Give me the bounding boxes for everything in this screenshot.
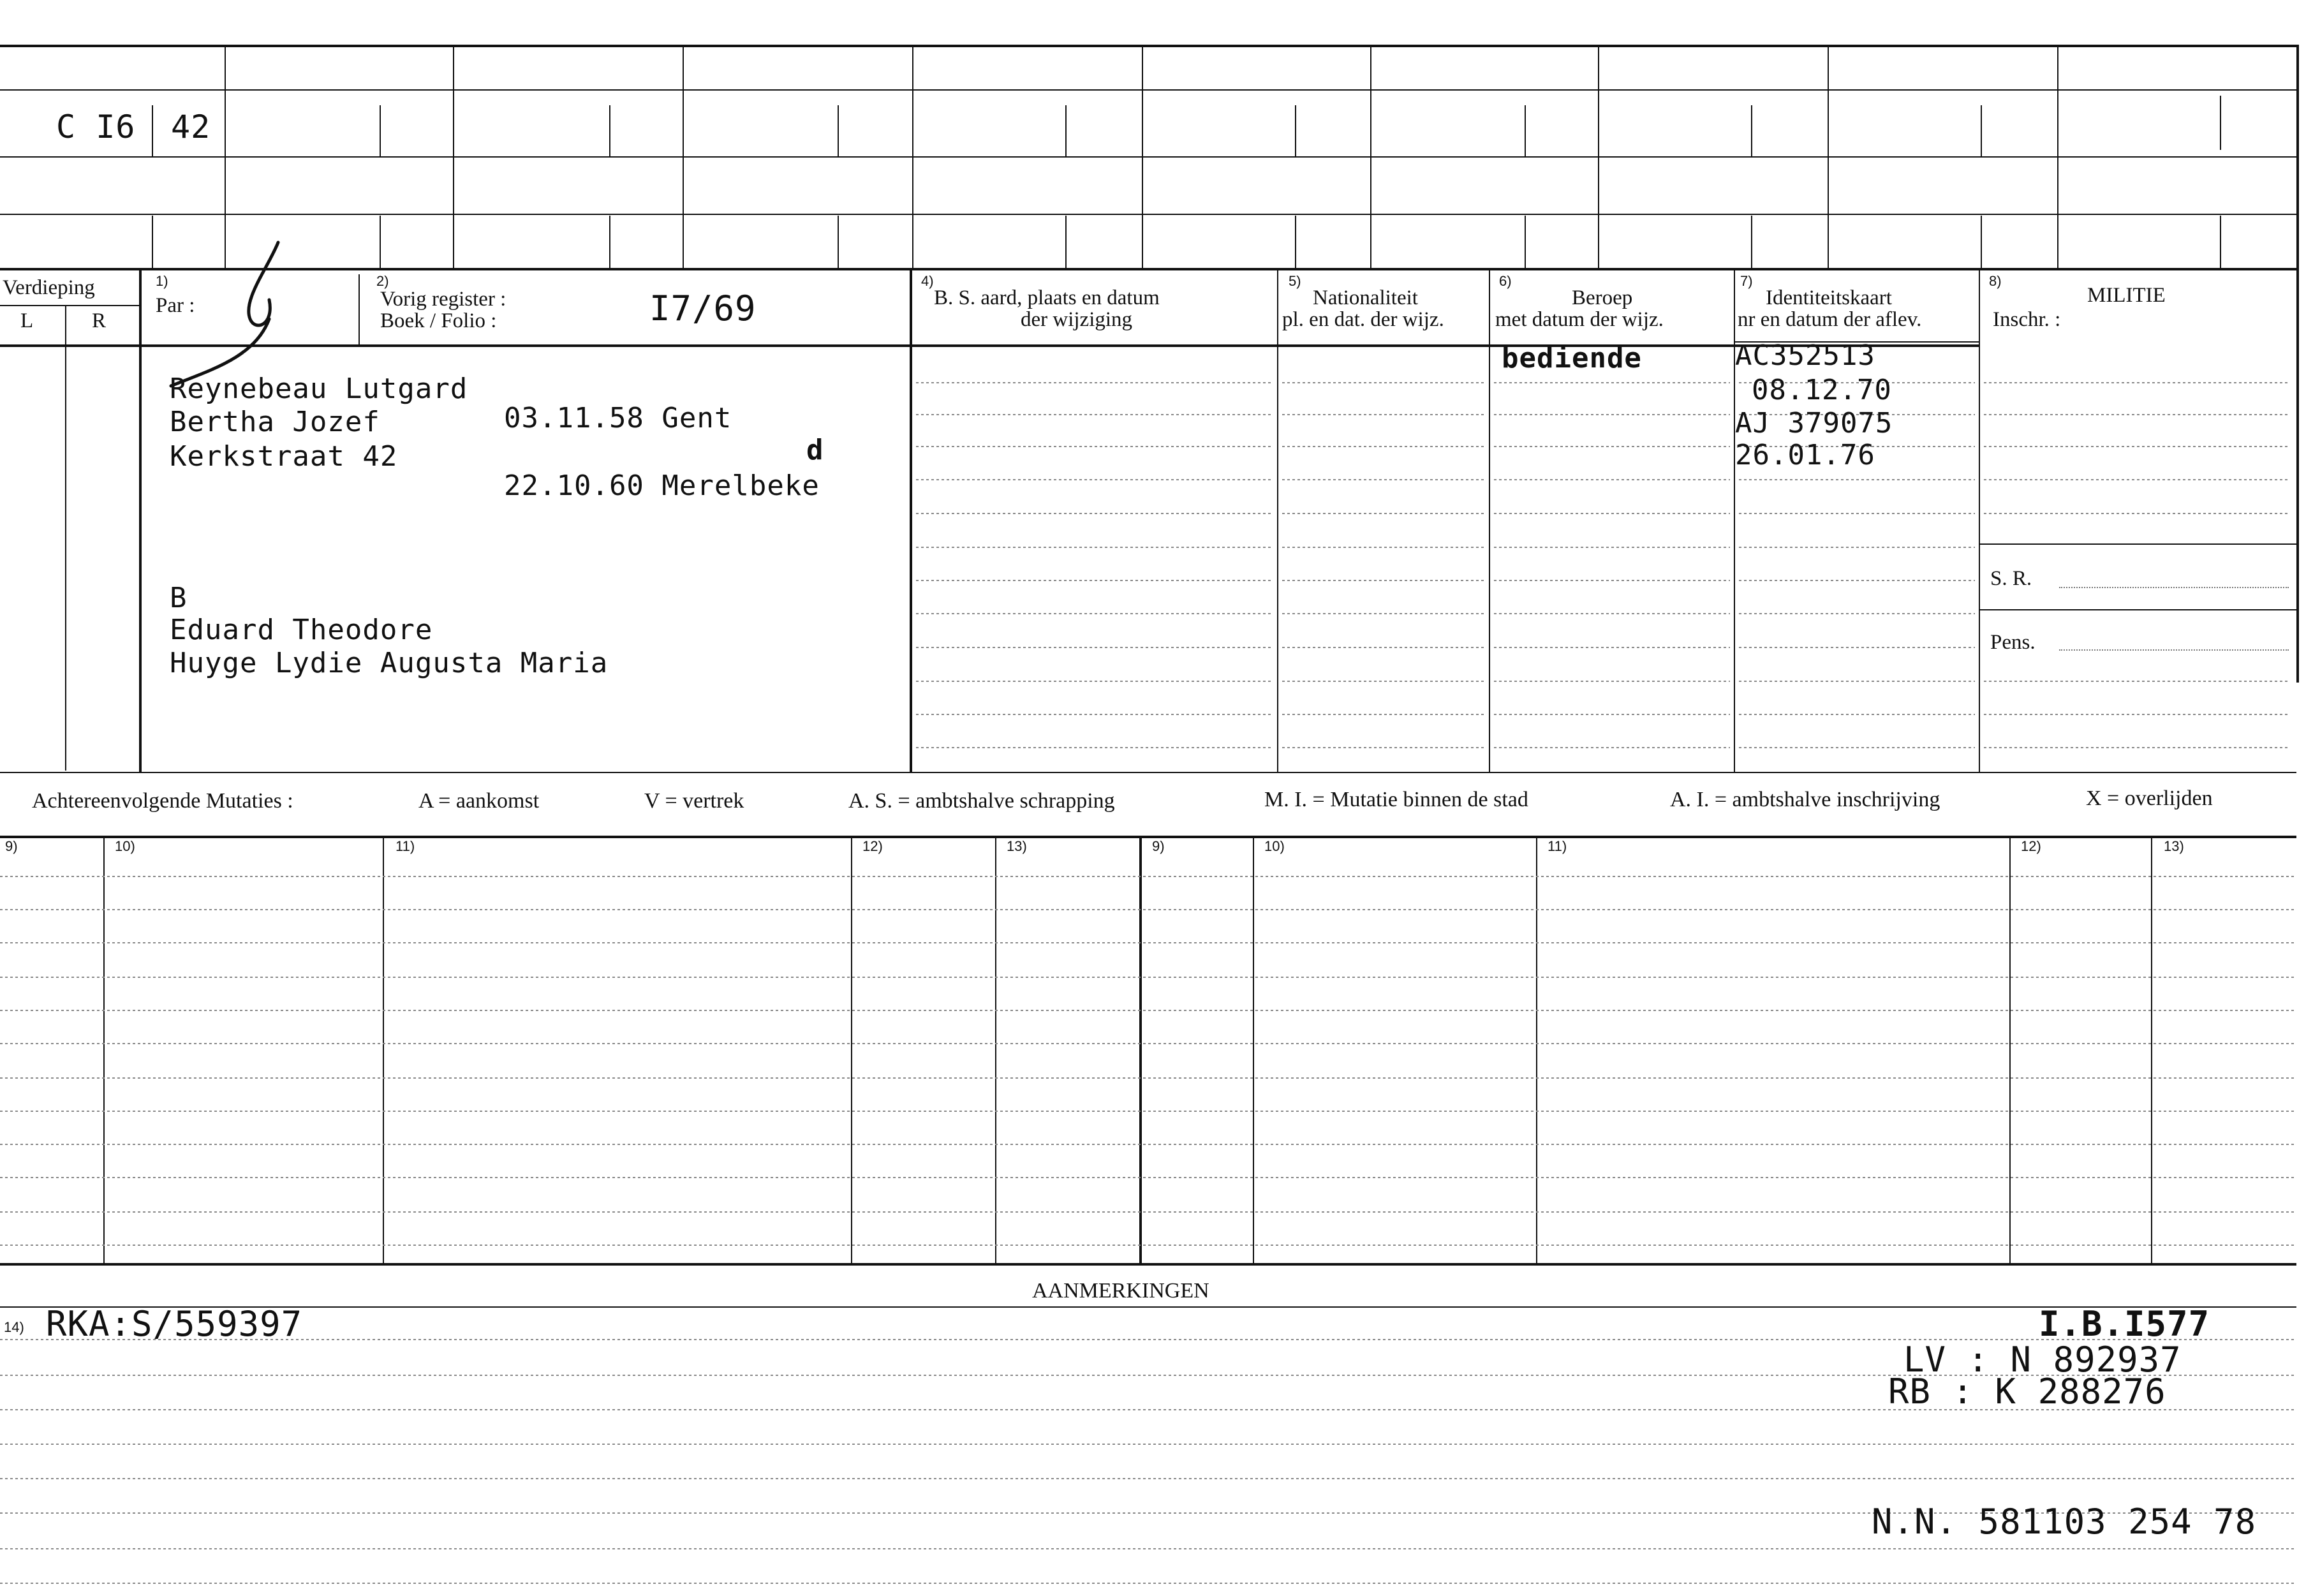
- birth-date-place: 03.11.58 Gent: [504, 402, 732, 434]
- field-number: 8): [1989, 273, 2002, 289]
- nationaliteit-label-1: Nationaliteit: [1313, 286, 1418, 309]
- mut-col-label: 10): [115, 838, 135, 854]
- remarks-title: AANMERKINGEN: [1032, 1279, 1209, 1303]
- id-card-1: AC352513: [1735, 339, 1875, 372]
- status-mark: d: [806, 434, 824, 466]
- legend-aankomst: A = aankomst: [418, 789, 540, 813]
- legend-overlijden: X = overlijden: [2086, 787, 2213, 810]
- id-card-2: AJ 379075: [1735, 407, 1893, 440]
- person-name-line2: Bertha Jozef: [170, 406, 380, 438]
- mut-col-label: 11): [1548, 838, 1567, 854]
- remarks-top-line: [0, 1306, 2296, 1308]
- legend-mutatie: M. I. = Mutatie binnen de stad: [1264, 788, 1528, 811]
- person-name-line1: Reynebeau Lutgard: [170, 373, 468, 405]
- id-date-1: 08.12.70: [1752, 374, 1892, 406]
- mut-col-label: 10): [1264, 838, 1285, 854]
- bs-label-2: der wijziging: [1021, 308, 1133, 331]
- legend-schrapping: A. S. = ambtshalve schrapping: [848, 789, 1115, 813]
- boek-folio-label: Boek / Folio :: [380, 309, 497, 332]
- inschr-label: Inschr. :: [1993, 308, 2061, 331]
- mut-col-label: 13): [1007, 838, 1027, 854]
- mut-col-label: 9): [5, 838, 18, 854]
- field-number: 7): [1740, 273, 1753, 289]
- parent-2: Huyge Lydie Augusta Maria: [170, 647, 609, 679]
- parent-1: Eduard Theodore: [170, 614, 433, 646]
- militie-label: MILITIE: [2087, 284, 2166, 307]
- beroep-label-2: met datum der wijz.: [1495, 308, 1664, 331]
- section-b-mark: B: [170, 582, 188, 614]
- sr-label: S. R.: [1990, 567, 2032, 590]
- grid-number: 42: [171, 108, 211, 145]
- verdieping-label: Verdieping: [3, 276, 95, 299]
- beroep-label-1: Beroep: [1572, 286, 1633, 309]
- address: Kerkstraat 42: [170, 440, 398, 473]
- mut-col-label: 12): [2021, 838, 2041, 854]
- field-number: 4): [921, 273, 934, 289]
- legend-vertrek: V = vertrek: [644, 789, 744, 813]
- vorig-register-label: Vorig register :: [380, 288, 506, 311]
- identiteit-label-1: Identiteitskaart: [1766, 286, 1892, 309]
- col-r-label: R: [92, 309, 107, 332]
- legend-inschrijving: A. I. = ambtshalve inschrijving: [1670, 788, 1940, 811]
- rka-number: RKA:S/559397: [46, 1304, 303, 1344]
- mutations-title: Achtereenvolgende Mutaties :: [32, 789, 293, 813]
- nn-number: N.N. 581103 254 78: [1872, 1502, 2257, 1542]
- rb-number: RB : K 288276: [1888, 1371, 2166, 1412]
- ib-number: I.B.I577: [2039, 1304, 2210, 1344]
- bs-label-1: B. S. aard, plaats en datum: [934, 286, 1160, 309]
- grid-code: C I6: [56, 108, 136, 145]
- identiteit-label-2: nr en datum der aflev.: [1738, 308, 1922, 331]
- mut-col-label: 12): [862, 838, 883, 854]
- mut-col-label: 11): [395, 838, 415, 854]
- id-date-2: 26.01.76: [1735, 439, 1875, 471]
- pens-label: Pens.: [1990, 631, 2036, 654]
- nationaliteit-label-2: pl. en dat. der wijz.: [1282, 308, 1444, 331]
- register-value: I7/69: [649, 288, 757, 329]
- field-number: 6): [1499, 273, 1512, 289]
- field-number: 14): [4, 1319, 24, 1335]
- mut-col-label: 9): [1152, 838, 1165, 854]
- field-number: 1): [156, 273, 168, 289]
- field-number: 5): [1289, 273, 1301, 289]
- event-date-place: 22.10.60 Merelbeke: [504, 469, 820, 502]
- field-number: 2): [376, 273, 389, 289]
- par-label: Par :: [156, 294, 195, 317]
- lv-number: LV : N 892937: [1903, 1340, 2182, 1380]
- beroep-value: bediende: [1502, 342, 1642, 374]
- mut-col-label: 13): [2164, 838, 2184, 854]
- col-l-label: L: [20, 309, 34, 332]
